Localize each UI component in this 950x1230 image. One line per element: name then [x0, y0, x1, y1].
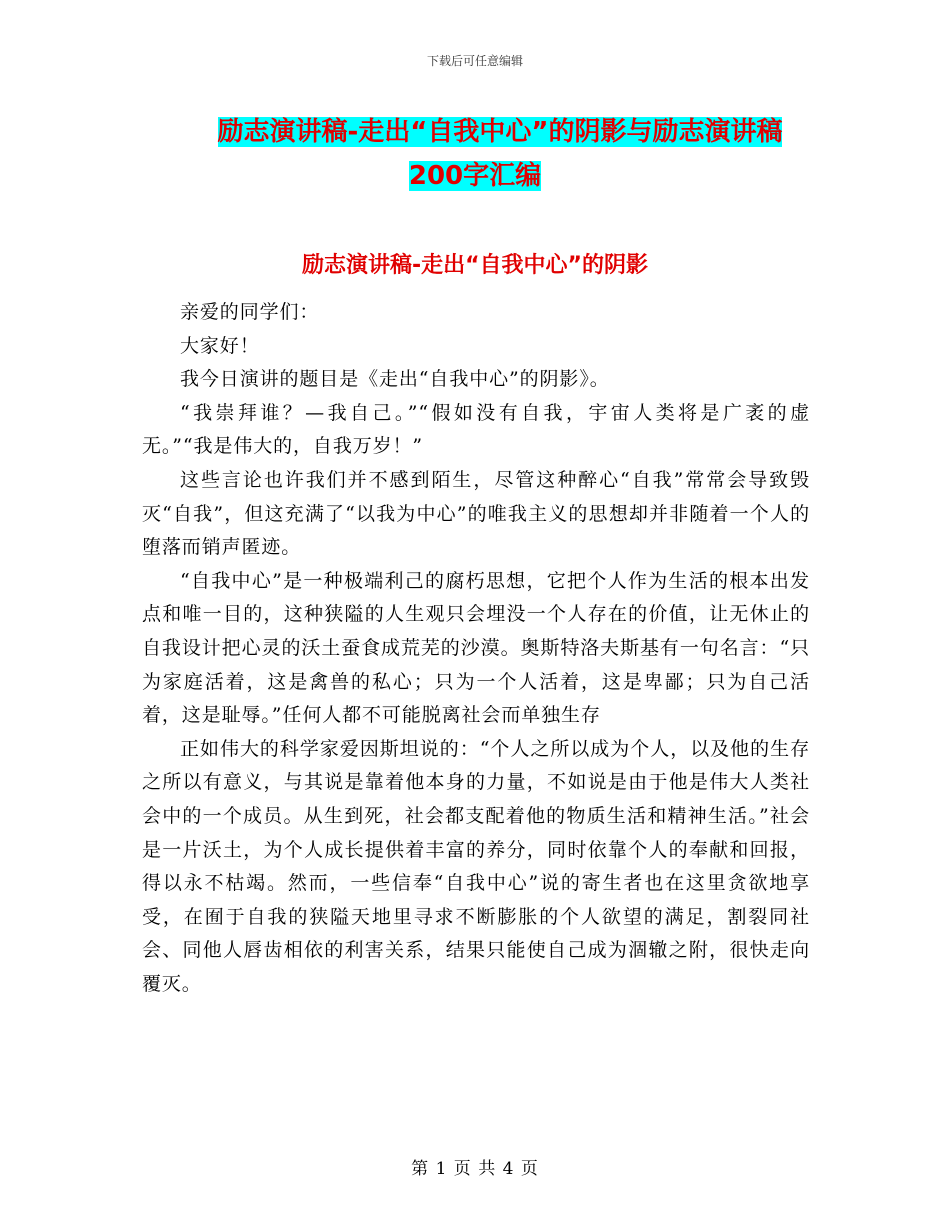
body-text: [142, 296, 810, 1001]
section-title: 励志演讲稿-走出“自我中心”的阴影: [301, 253, 649, 278]
document-title-line-2: 200字汇编: [408, 161, 542, 191]
page-number: 第 1 页 共 4 页: [411, 1159, 539, 1179]
paragraph: 正如伟大的科学家爱因斯坦说的：“个人之所以成为个人，以及他的生存之所以有意义，与其说是靠着他本身的力量，不如说是由于他是伟大人类社会中的一个成员。从生到死，社会都支配着他的物质生活和精神生活。”社会是一片沃土，为个人成长提供着丰富的养分，同时依靠个人的奉献和回报，得以永不枯竭。然而，一些信奉“自我中心”说的寄生者也在这里贪欲地享受，在囿于自我的狭隘天地里寻求不断膨胀的个人欲望的满足，割裂同社会、同他人唇齿相依的利害关系，结果只能使自己成为涸辙之附，很快走向覆灭。: [142, 737, 810, 995]
paragraph-hello: 大家好！: [180, 334, 260, 357]
document-title-line-1: 励志演讲稿-走出“自我中心”的阴影与励志演讲稿: [217, 117, 783, 147]
paragraph: “我崇拜谁？—我自己。”“假如没有自我，宇宙人类将是广袤的虚无。”“我是伟大的，自我万岁！”: [142, 401, 810, 458]
document-title: [0, 110, 950, 198]
paragraph-topic: 我今日演讲的题目是《走出“自我中心”的阴影》。: [180, 368, 610, 391]
paragraph-greeting: 亲爱的同学们：: [180, 301, 320, 323]
page-header-note: 下载后可任意编辑: [426, 54, 523, 68]
paragraph: “自我中心”是一种极端利己的腐朽思想，它把个人作为生活的根本出发点和唯一目的，这种狭隘的人生观只会埋没一个人存在的价值，让无休止的自我设计把心灵的沃土蚕食成荒芜的沙漠。奥斯特洛夫斯基有一句名言：“只为家庭活着，这是禽兽的私心；只为一个人活着，这是卑鄙；只为自己活着，这是耻辱。”任何人都不可能脱离社会而单独生存: [142, 569, 810, 727]
paragraph: 这些言论也许我们并不感到陌生，尽管这种醉心“自我”常常会导致毁灭“自我”，但这充满了“以我为中心”的唯我主义的思想却并非随着一个人的堕落而销声匿迹。: [142, 468, 810, 559]
